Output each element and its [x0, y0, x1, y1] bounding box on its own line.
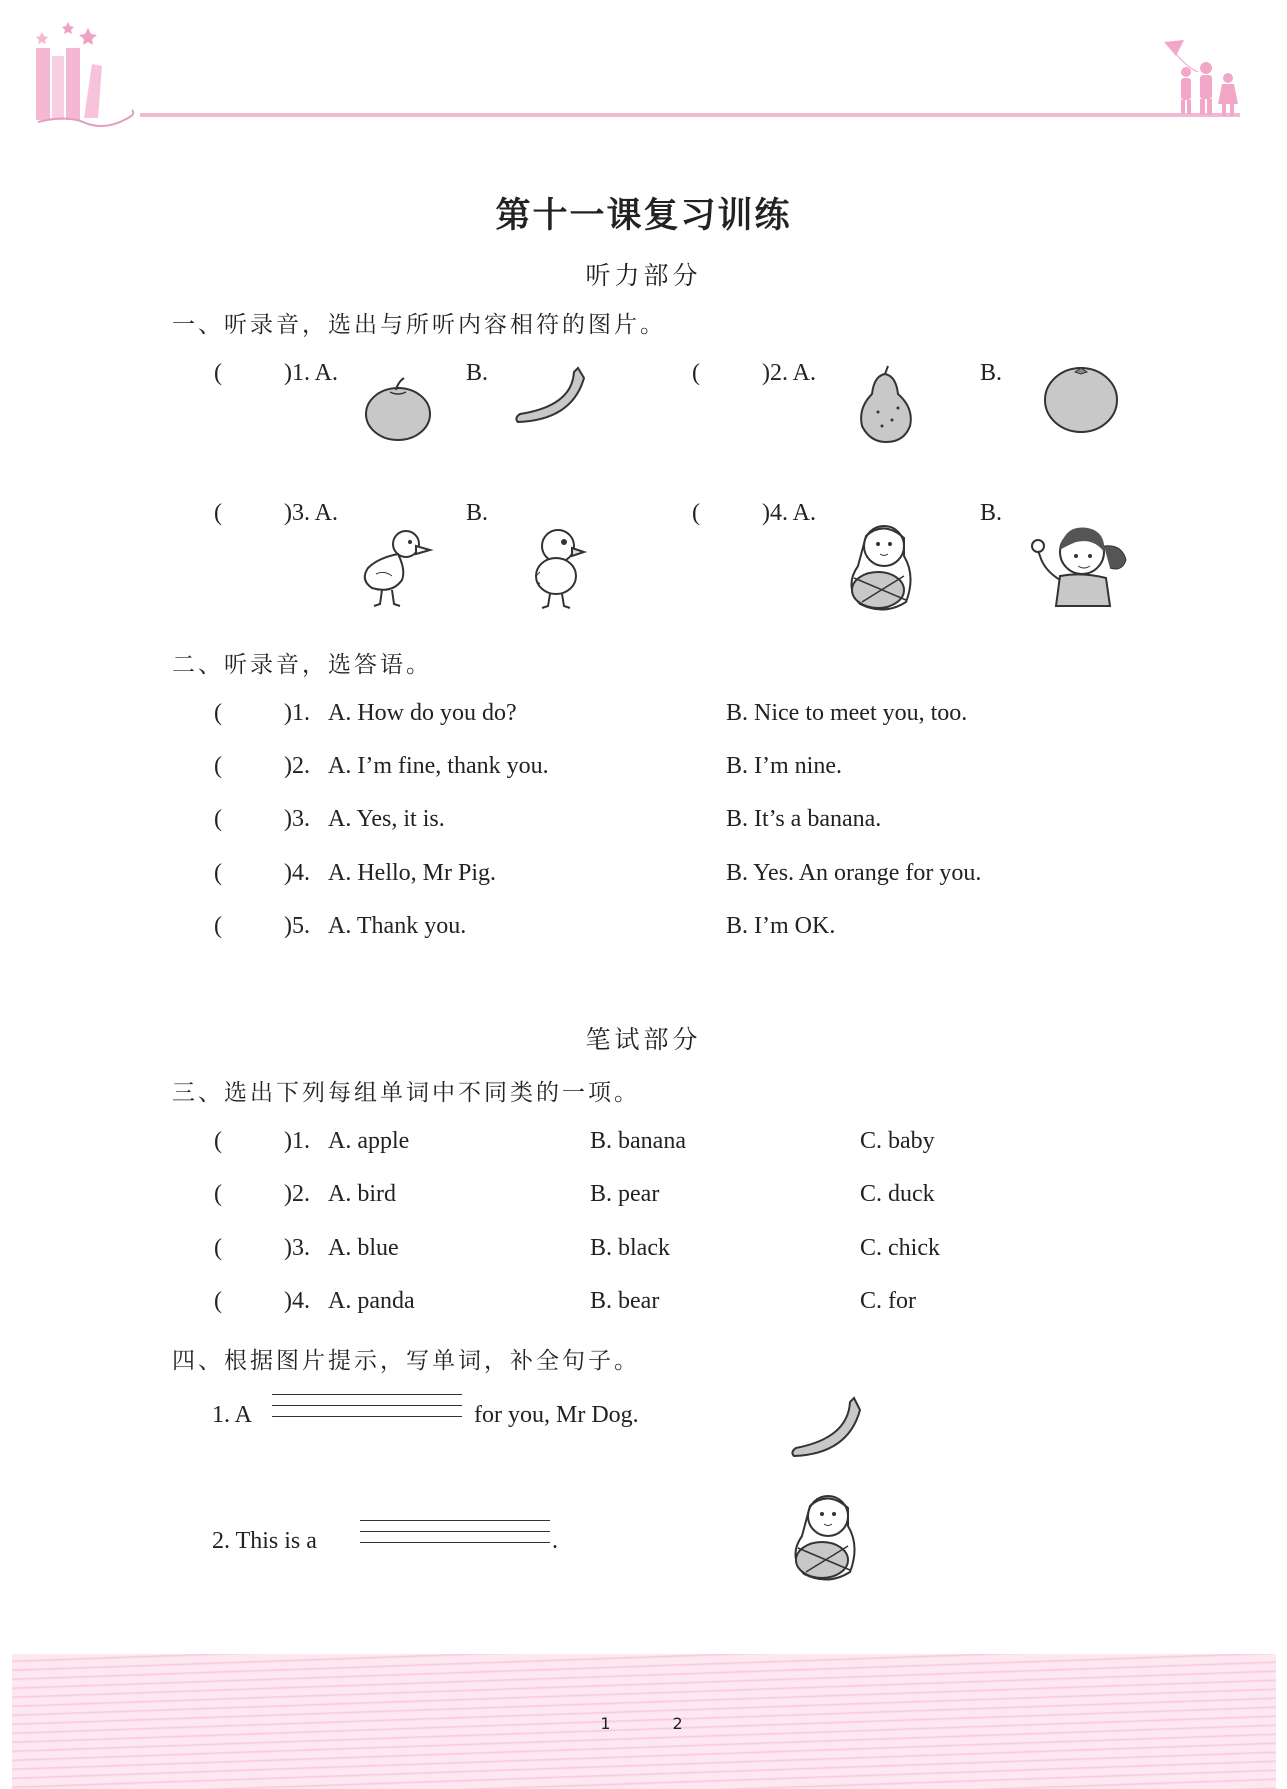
answer-paren[interactable]: ( — [214, 1288, 222, 1314]
duck-picture — [358, 524, 438, 614]
baby-hint-picture — [784, 1486, 868, 1590]
question-number: )2. — [284, 753, 310, 779]
section-1-heading: 一、听录音，选出与所听内容相符的图片。 — [172, 312, 666, 338]
option-a: A. Yes, it is. — [328, 806, 445, 832]
banana-icon — [790, 1394, 866, 1464]
listening-part-title: 听力部分 — [585, 261, 702, 290]
option-b-label: B. — [980, 360, 1003, 386]
option-b-label: B. — [980, 500, 1003, 526]
banana-hint-picture — [790, 1394, 866, 1468]
option-b: B. bear — [590, 1288, 660, 1314]
answer-paren[interactable]: ( — [214, 806, 222, 832]
question-number: )2. A. — [762, 360, 816, 386]
baby-icon — [784, 1486, 868, 1586]
answer-blank-2[interactable] — [360, 1520, 550, 1564]
option-b: B. banana — [590, 1128, 686, 1154]
kids-kite-icon — [1158, 38, 1248, 118]
baby-icon — [840, 516, 924, 616]
option-a: A. Thank you. — [328, 913, 467, 939]
answer-paren[interactable]: ( — [214, 1128, 222, 1154]
question-number: )3. — [284, 806, 310, 832]
apple-icon — [360, 374, 436, 442]
option-b: B. pear — [590, 1181, 660, 1207]
option-c: C. baby — [860, 1128, 935, 1154]
banana-picture — [512, 364, 592, 438]
orange-icon — [1042, 362, 1120, 434]
question-number: )1. A. — [284, 360, 338, 386]
answer-blank-1[interactable] — [272, 1394, 462, 1438]
option-a: A. panda — [328, 1288, 415, 1314]
question-number: )4. A. — [762, 500, 816, 526]
option-c: C. for — [860, 1288, 916, 1314]
section-2-heading: 二、听录音，选答语。 — [172, 652, 432, 678]
header-kids-illustration — [1158, 38, 1248, 118]
apple-picture — [360, 374, 436, 446]
question-number: )4. — [284, 1288, 310, 1314]
chick-picture — [522, 524, 592, 614]
page-number — [0, 1714, 1287, 1733]
books-logo-icon — [28, 18, 148, 128]
sentence-2-start: 2. This is a — [212, 1528, 317, 1554]
pear-icon — [852, 364, 918, 444]
duck-icon — [358, 524, 438, 610]
question-number: )3. A. — [284, 500, 338, 526]
answer-paren[interactable]: ( — [692, 360, 700, 386]
answer-paren[interactable]: ( — [214, 1235, 222, 1261]
header-logo — [28, 18, 148, 128]
option-b: B. I’m OK. — [726, 913, 836, 939]
sentence-1-start: 1. A — [212, 1402, 253, 1428]
girl-icon — [1030, 516, 1134, 608]
question-number: )3. — [284, 1235, 310, 1261]
banana-icon — [512, 364, 592, 434]
page-number-left: 1 — [600, 1714, 615, 1733]
answer-paren[interactable]: ( — [214, 360, 222, 386]
sentence-1-end: for you, Mr Dog. — [474, 1402, 639, 1428]
question-number: )1. — [284, 700, 310, 726]
section-4-heading: 四、根据图片提示，写单词，补全句子。 — [172, 1348, 640, 1374]
pear-picture — [852, 364, 918, 448]
chick-icon — [522, 524, 592, 610]
option-b: B. It’s a banana. — [726, 806, 882, 832]
option-b: B. Nice to meet you, too. — [726, 700, 968, 726]
option-b: B. I’m nine. — [726, 753, 842, 779]
option-c: C. chick — [860, 1235, 940, 1261]
header-rule — [140, 113, 1240, 117]
question-number: )5. — [284, 913, 310, 939]
question-number: )1. — [284, 1128, 310, 1154]
answer-paren[interactable]: ( — [214, 753, 222, 779]
writing-part-title: 笔试部分 — [585, 1025, 702, 1054]
option-a: A. Hello, Mr Pig. — [328, 860, 496, 886]
option-a: A. I’m fine, thank you. — [328, 753, 549, 779]
option-b: B. black — [590, 1235, 670, 1261]
page-number-right: 2 — [672, 1714, 687, 1733]
page-title: 第十一课复习训练 — [495, 195, 792, 236]
answer-paren[interactable]: ( — [214, 1181, 222, 1207]
question-number: )2. — [284, 1181, 310, 1207]
answer-paren[interactable]: ( — [692, 500, 700, 526]
section-3-heading: 三、选出下列每组单词中不同类的一项。 — [172, 1080, 640, 1106]
answer-paren[interactable]: ( — [214, 913, 222, 939]
option-c: C. duck — [860, 1181, 935, 1207]
option-b: B. Yes. An orange for you. — [726, 860, 982, 886]
answer-paren[interactable]: ( — [214, 700, 222, 726]
question-number: )4. — [284, 860, 310, 886]
sentence-2-end: . — [552, 1528, 558, 1554]
option-a: A. How do you do? — [328, 700, 517, 726]
girl-picture — [1030, 516, 1134, 612]
option-b-label: B. — [466, 500, 489, 526]
answer-paren[interactable]: ( — [214, 500, 222, 526]
option-b-label: B. — [466, 360, 489, 386]
option-a: A. blue — [328, 1235, 399, 1261]
baby-picture — [840, 516, 924, 620]
option-a: A. apple — [328, 1128, 410, 1154]
orange-picture — [1042, 362, 1120, 438]
option-a: A. bird — [328, 1181, 396, 1207]
answer-paren[interactable]: ( — [214, 860, 222, 886]
